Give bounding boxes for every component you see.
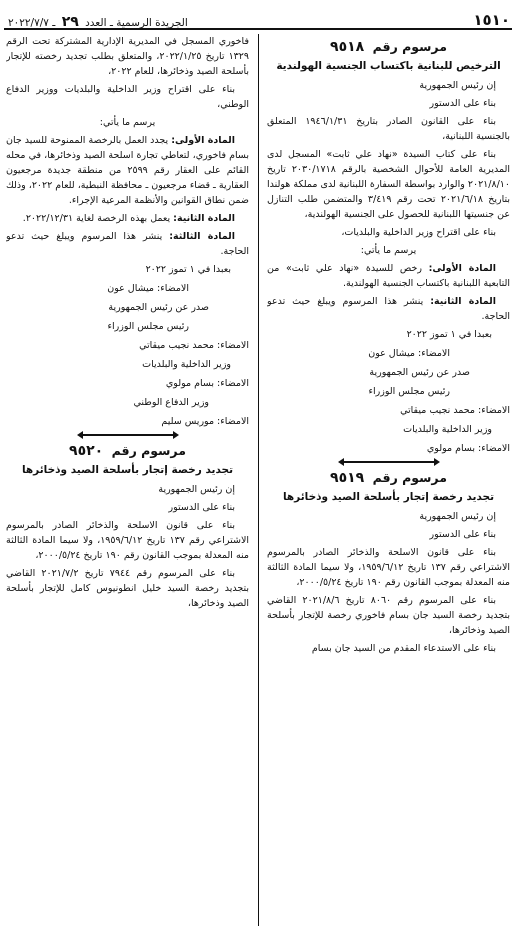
page-number: ١٥١٠ [473,11,510,29]
signature-line: الامضاء: محمد نجيب ميقاتي [400,405,510,417]
decree-9518-title: الترخيص للبنانية باكتساب الجنسية الهولندية [276,59,501,72]
page-header [4,8,512,30]
article-text: رخص للسيدة «نهاد علي ثابت» من التابعية اللبنانية باكتساب الجنسية الهولندية. [267,263,510,290]
signature-line: صدر عن رئيس الجمهورية [369,367,470,379]
column-divider [258,34,259,926]
paragraph: بناء على المرسوم رقم ٧٩٤٤ تاريخ ٢٠٢١/٧/٢ القاضي بتجديد رخصة السيد خليل انطونيوس كامل للإتجار بأسلحة الصيد وذخائرها، [6,568,249,610]
signature-line: الامضاء: ميشال عون [368,348,450,360]
right-column [267,34,510,926]
signature-line: الامضاء: بسام مولوي [165,378,249,389]
signature-line: وزير الداخلية والبلديات [142,359,231,370]
section-separator [83,434,173,436]
paragraph: بناء على اقتراح وزير الداخلية والبلديات ووزير الدفاع الوطني، [6,84,249,110]
paragraph: إن رئيس الجمهورية [419,80,496,92]
signature-block [6,262,249,429]
article-text: ينشر هذا المرسوم ويبلغ حيث تدعو الحاجة. [6,231,249,257]
decree-9520-title: تجديد رخصة إتجار بأسلحة الصيد وذخائرها [21,463,234,476]
article-label: المادة الثانية: [430,296,496,308]
decree-number: ٩٥١٨ [330,39,365,55]
paragraph: بناء على قانون الاسلحة والذخائر الصادر بالمرسوم الاشتراعي رقم ١٣٧ تاريخ ١٩٥٩/٦/١٢، ولا سيما المادة الثالثة منه المعدلة بموجب القانون رقم ١٩٠ تاريخ ٢٠٠٠/٥/٢٤، [267,547,510,589]
issue-number: ٢٩ [61,14,79,30]
signature-line: رئيس مجلس الوزراء [368,386,450,398]
decree-9519-title: تجديد رخصة إتجار بأسلحة الصيد وذخائرها [282,490,495,503]
signature-line: بعبدا في ١ تموز ٢٠٢٢ [145,264,231,275]
paragraph: إن رئيس الجمهورية [158,484,235,496]
decree-number: ٩٥١٩ [330,470,365,487]
signature-line: الامضاء: موريس سليم [161,416,249,427]
article-label: المادة الثالثة: [169,231,235,242]
paragraph: بناء على الدستور [429,529,496,541]
signature-line: رئيس مجلس الوزراء [107,321,189,332]
article-2 [6,211,249,226]
decree-label: مرسوم رقم [372,39,447,54]
signature-line: وزير الدفاع الوطني [133,397,209,408]
signature-line: بعبدا في ١ تموز ٢٠٢٢ [406,329,492,341]
signature-block [267,327,510,456]
decree-9519-heading [267,469,510,489]
article-2 [267,294,510,324]
paragraph: بناء على المرسوم رقم ٨٠٦٠ تاريخ ٢٠٢١/٨/٦ القاضي بتجديد رخصة السيد جان بسام فاخوري رخصة للإتجار بأسلحة الصيد وذخائرها، [267,595,510,637]
paragraph: بناء على القانون الصادر بتاريخ ١٩٤٦/١/٣١ المتعلق بالجنسية اللبنانية، [267,116,510,143]
signature-line: الامضاء: محمد نجيب ميقاتي [139,340,249,351]
decree-label: مرسوم رقم [111,443,186,458]
paragraph: بناء على الاستدعاء المقدم من السيد جان بسام [311,643,496,655]
decree-intro: يرسم ما يأتي: [99,117,156,128]
paragraph: بناء على اقتراح وزير الداخلية والبلديات، [341,227,496,239]
article-text: ينشر هذا المرسوم ويبلغ حيث تدعو الحاجة. [267,296,510,323]
decree-intro: يرسم ما يأتي: [360,245,417,257]
article-label: المادة الأولى: [171,135,235,146]
article-label: المادة الثانية: [173,213,235,224]
decree-label: مرسوم رقم [372,470,447,486]
article-1 [267,261,510,291]
article-3 [6,229,249,259]
paragraph: بناء على الدستور [168,502,235,514]
signature-line: وزير الداخلية والبلديات [403,424,492,436]
paragraph: بناء على كتاب السيدة «نهاد علي ثابت» المسجل لدى المديرية العامة للأحوال الشخصية بالرقم ٢٠٣٠/١٧١٨ تاريخ ٢٠٢١/٨/١٠ والوارد بواسطة السفارة اللبنانية لدى مملكة هولندا بتاريخ ٢٠٢١/٦/١٨ تحت رقم ٣/٤١٩ والمتضمن طلب التنازل عن جنسيتها اللبنانية للحصول على الجنسية الهولندية، [267,149,510,221]
paragraph: بناء على قانون الاسلحة والذخائر الصادر بالمرسوم الاشتراعي رقم ١٣٧ تاريخ ١٩٥٩/٦/١٢، ولا سيما المادة الثالثة منه المعدلة بموجب القانون رقم ١٩٠ تاريخ ٢٠٠٠/٥/٢٤، [6,520,249,562]
article-1 [6,133,249,208]
gazette-name: الجريدة الرسمية ـ العدد [85,17,188,29]
decree-number: ٩٥٢٠ [69,443,104,459]
decree-9518-heading [267,38,510,58]
signature-line: الامضاء: بسام مولوي [426,443,510,455]
article-label: المادة الأولى: [428,263,496,275]
signature-line: الامضاء: ميشال عون [107,283,189,294]
paragraph: بناء على الدستور [429,98,496,110]
issue-date: ـ ٢٠٢٢/٧/٧ [8,17,56,29]
left-column [6,34,249,926]
gazette-title [8,11,188,33]
paragraph: فاخوري المسجل في المديرية الإدارية المشتركة تحت الرقم ١٣٢٩ تاريخ ٢٠٢٢/١/٢٥، والمتعلق بطلب تجديد رخصته للإتجار بأسلحة الصيد وذخائرها، للعام ٢٠٢٢، [6,36,249,77]
article-text: يعمل بهذه الرخصة لغاية ٢٠٢٢/١٢/٣١. [22,213,171,224]
section-separator [344,461,434,463]
paragraph: إن رئيس الجمهورية [419,511,496,523]
article-text: يجدد العمل بالرخصة الممنوحة للسيد جان بسام فاخوري، لتعاطي تجارة اسلحة الصيد وذخائرها، في محله القائم على العقار رقم ٢٥٩٩ من منطقة جديدة مرجعيون العقارية ـ قضاء مرجعيون ـ محافظة النبطية، للعام ٢٠٢٢، وذلك ضمن نطاق القوانين والأنظمة المرعية الإجراء. [6,135,249,206]
decree-9520-heading [6,442,249,462]
signature-line: صدر عن رئيس الجمهورية [108,302,209,313]
